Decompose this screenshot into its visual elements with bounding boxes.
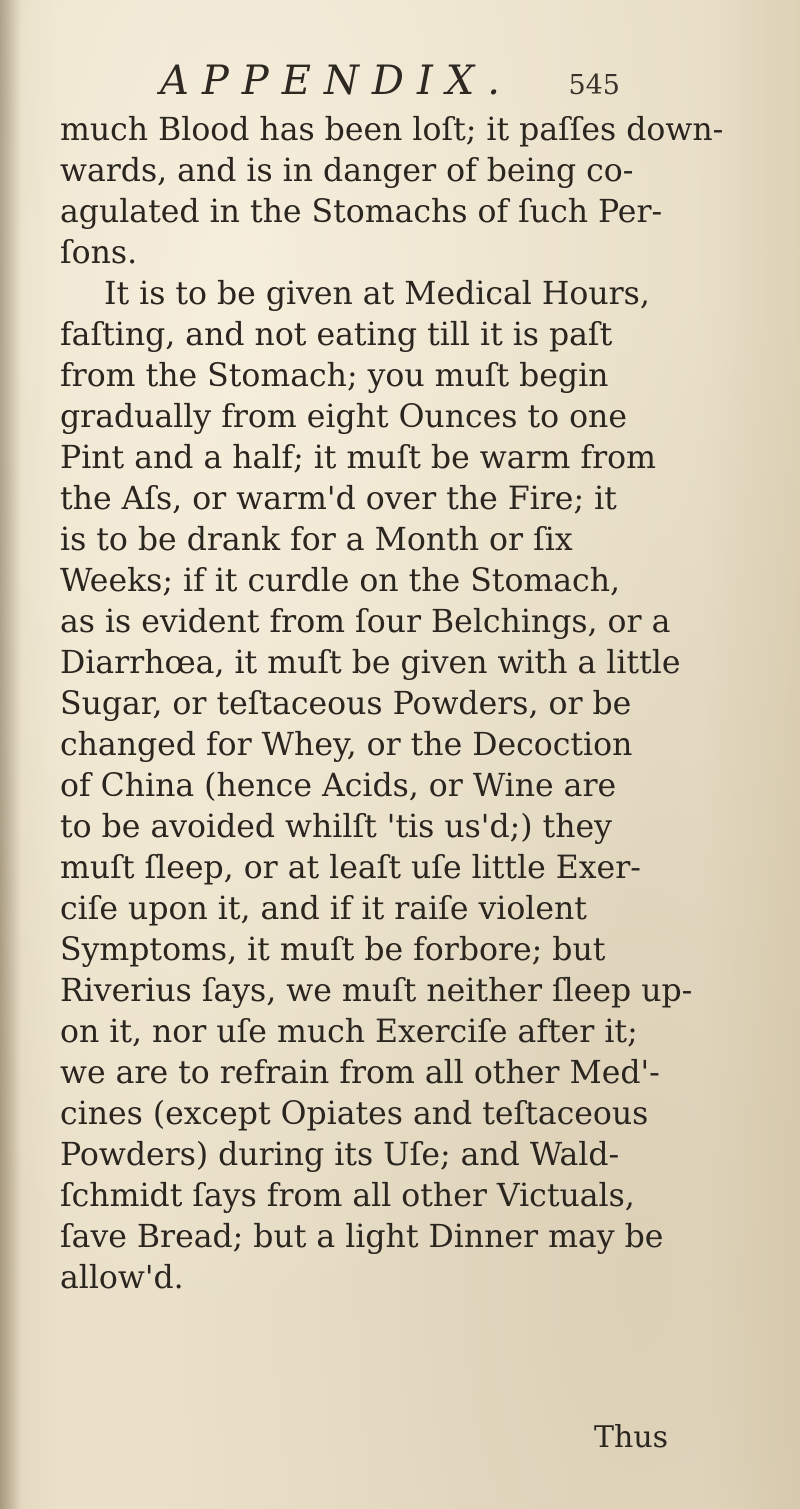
text-line: muſt ſleep, or at leaſt uſe little Exer- [60, 850, 641, 886]
text-line: Riverius ſays, we muſt neither ſleep up- [60, 973, 693, 1009]
text-line: to be avoided whilſt 'tis us'd;) they [60, 809, 612, 845]
text-line: Powders) during its Uſe; and Wald- [60, 1137, 620, 1173]
text-line: allow'd. [60, 1260, 184, 1296]
running-head [160, 58, 620, 108]
text-line: ciſe upon it, and if it raiſe violent [60, 891, 587, 927]
text-line: Sugar, or teſtaceous Powders, or be [60, 686, 632, 722]
text-line: Diarrhœa, it muſt be given with a little [60, 645, 681, 681]
page-number: 545 [568, 70, 620, 101]
text-line: of China (hence Acids, or Wine are [60, 768, 617, 804]
text-line: we are to refrain from all other Med'- [60, 1055, 660, 1091]
text-line: ſave Bread; but a light Dinner may be [60, 1219, 664, 1255]
text-line: faſting, and not eating till it is paſt [60, 317, 613, 353]
text-line: gradually from eight Ounces to one [60, 399, 627, 435]
text-line: Symptoms, it muſt be forbore; but [60, 932, 606, 968]
text-line: the Aſs, or warm'd over the Fire; it [60, 481, 617, 517]
catchword: Thus [594, 1420, 669, 1455]
text-line: is to be drank for a Month or ſix [60, 522, 573, 558]
text-line: agulated in the Stomachs of ſuch Per- [60, 194, 663, 230]
running-head-title: APPENDIX. [160, 58, 513, 104]
text-line: changed for Whey, or the Decoction [60, 727, 633, 763]
text-line: It is to be given at Medical Hours, [104, 276, 650, 312]
text-line: on it, nor uſe much Exerciſe after it; [60, 1014, 638, 1050]
text-line: Pint and a half; it muſt be warm from [60, 440, 656, 476]
text-line: as is evident from ſour Belchings, or a [60, 604, 671, 640]
page-gutter-shadow [0, 0, 22, 1509]
text-line: ſons. [60, 235, 138, 271]
text-line: Weeks; if it curdle on the Stomach, [60, 563, 621, 599]
text-line: from the Stomach; you muſt begin [60, 358, 609, 394]
text-line: cines (except Opiates and teſtaceous [60, 1096, 649, 1132]
text-line: ſchmidt ſays from all other Victuals, [60, 1178, 635, 1214]
body-text [60, 110, 760, 1299]
text-line: much Blood has been loſt; it paſſes down- [60, 112, 724, 148]
text-line: wards, and is in danger of being co- [60, 153, 634, 189]
